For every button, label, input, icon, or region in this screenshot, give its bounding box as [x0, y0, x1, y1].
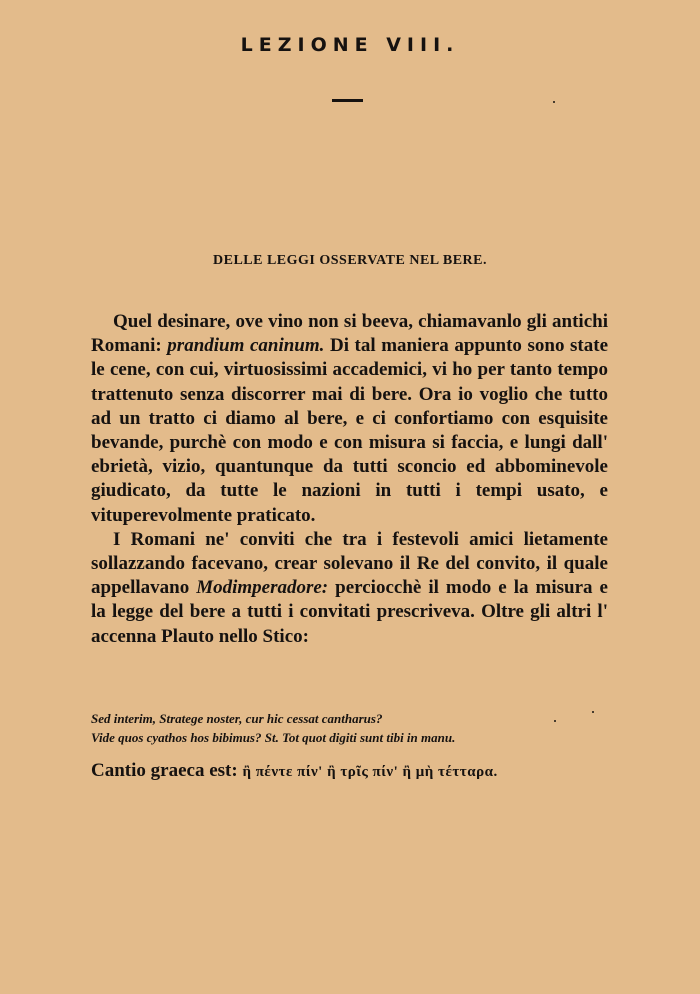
quote-line-2: Vide quos cyathos hos bibimus? St. Tot quot digiti sunt tibi in manu.: [91, 730, 456, 745]
paragraph-1-rest: Di tal maniera appunto sono state le cene, con cui, virtuosissimi accademici, vi ho per tanto tempo trattenuto senza discorrer mai di bere. Ora io voglio che tutto ad un tratto ci diamo al bere, e ci confortiamo con esquisite bevande, purchè con modo e con misura si faccia, e lungi dall' ebrietà, vizio, quantunque da tutti sconcio ed abbominevole giudicato, da tutte le nazioni in tutti i tempi usato, e vituperevolmente praticato.: [91, 335, 608, 526]
paragraph-2-start: I Romani ne' conviti che tra i festevoli amici lietamente sollazzando facevano, crear solevano il Re del convito, il quale appellavano: [91, 528, 608, 599]
paragraph-1: [91, 310, 608, 528]
paragraph-2-rest: perciocchè il modo e la misura e la legge del bere a tutti i convitati prescriveva. Oltre gli altri l' accenna Plauto nello Stico:: [91, 577, 608, 647]
quote-line-1: Sed interim, Stratege noster, cur hic cessat cantharus?: [91, 711, 383, 726]
title-word: Modimperadore:: [196, 577, 329, 599]
latin-phrase: prandium caninum.: [167, 335, 325, 357]
heading-rule: [332, 99, 363, 102]
chapter-subtitle: DELLE LEGGI OSSERVATE NEL BERE.: [213, 253, 487, 268]
body-text: [91, 310, 608, 649]
cantio-label: Cantio graeca est:: [91, 760, 238, 781]
print-speck: [592, 711, 594, 713]
paragraph-1-start: Quel desinare, ove vino non si beeva, chiamavanlo gli antichi Romani:: [91, 311, 608, 357]
cantio-line: [91, 760, 616, 782]
plautus-quote: [91, 709, 616, 747]
lesson-heading: LEZIONE VIII.: [240, 34, 460, 56]
paragraph-2: [91, 528, 608, 649]
greek-verse: ἢ πέντε πίν' ἢ τρῖς πίν' ἢ μὴ τέτταρα.: [242, 764, 498, 780]
print-speck: [554, 720, 556, 722]
print-speck: [553, 101, 555, 103]
